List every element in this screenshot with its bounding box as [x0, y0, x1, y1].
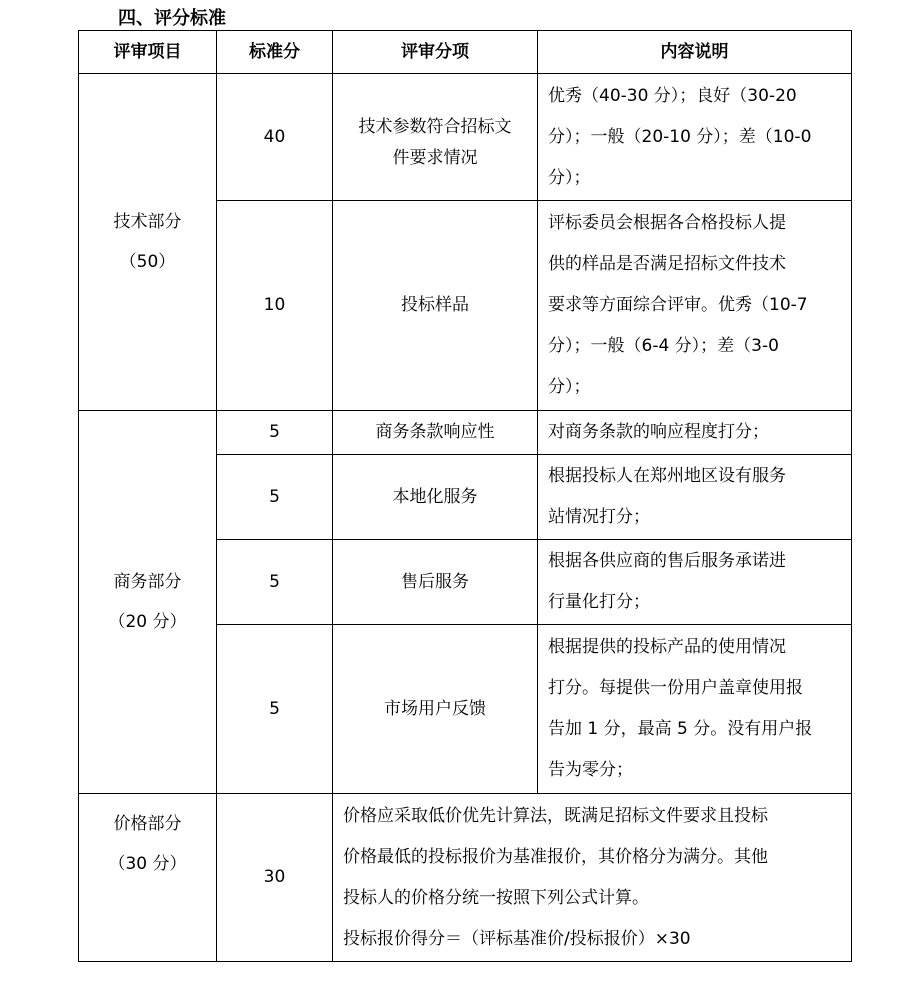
category-points: （30 分） — [108, 854, 187, 874]
subitem-cell: 市场用户反馈 — [333, 625, 538, 794]
category-points: （20 分） — [108, 612, 187, 632]
score-cell: 5 — [217, 625, 333, 794]
subitem-cell: 售后服务 — [333, 540, 538, 625]
score-cell: 40 — [217, 74, 333, 201]
description-cell: 根据提供的投标产品的使用情况 打分。每提供一份用户盖章使用报 告加 1 分，最高 5 分。没有用户报 告为零分； — [538, 625, 852, 794]
header-score: 标准分 — [217, 31, 333, 74]
category-tech — [79, 74, 217, 411]
category-label: 技术部分 — [113, 212, 182, 232]
section-title: 四、评分标准 — [118, 8, 226, 29]
category-points: （50） — [119, 252, 176, 272]
score-cell: 30 — [217, 794, 333, 962]
category-business — [79, 411, 217, 794]
description-cell: 优秀（40-30 分）；良好（30-20 分）；一般（20-10 分）；差（10-0 分）； — [538, 74, 852, 201]
score-cell: 5 — [217, 455, 333, 540]
description-cell: 根据各供应商的售后服务承诺进 行量化打分； — [538, 540, 852, 625]
subitem-cell: 投标样品 — [333, 201, 538, 411]
description-cell: 价格应采取低价优先计算法，既满足招标文件要求且投标 价格最低的投标报价为基准报价，其价格分为满分。其他 投标人的价格分统一按照下列公式计算。 投标报价得分＝（评标基准价/投标报价）×30 — [333, 794, 852, 962]
table-header-row — [79, 31, 852, 74]
header-project: 评审项目 — [79, 31, 217, 74]
table-row — [79, 794, 852, 962]
score-cell: 5 — [217, 411, 333, 455]
table-row — [79, 411, 852, 455]
category-price — [79, 794, 217, 962]
category-label: 商务部分 — [113, 572, 182, 592]
description-cell: 根据投标人在郑州地区设有服务 站情况打分； — [538, 455, 852, 540]
scoring-table — [78, 30, 852, 962]
subitem-cell: 技术参数符合招标文 件要求情况 — [333, 74, 538, 201]
header-description: 内容说明 — [538, 31, 852, 74]
header-subitem: 评审分项 — [333, 31, 538, 74]
category-label: 价格部分 — [113, 814, 182, 834]
score-cell: 10 — [217, 201, 333, 411]
description-cell: 对商务条款的响应程度打分； — [538, 411, 852, 455]
subitem-cell: 商务条款响应性 — [333, 411, 538, 455]
description-cell: 评标委员会根据各合格投标人提 供的样品是否满足招标文件技术 要求等方面综合评审。优秀（10-7 分）；一般（6-4 分）；差（3-0 分）； — [538, 201, 852, 411]
score-cell: 5 — [217, 540, 333, 625]
table-row — [79, 74, 852, 201]
subitem-cell: 本地化服务 — [333, 455, 538, 540]
